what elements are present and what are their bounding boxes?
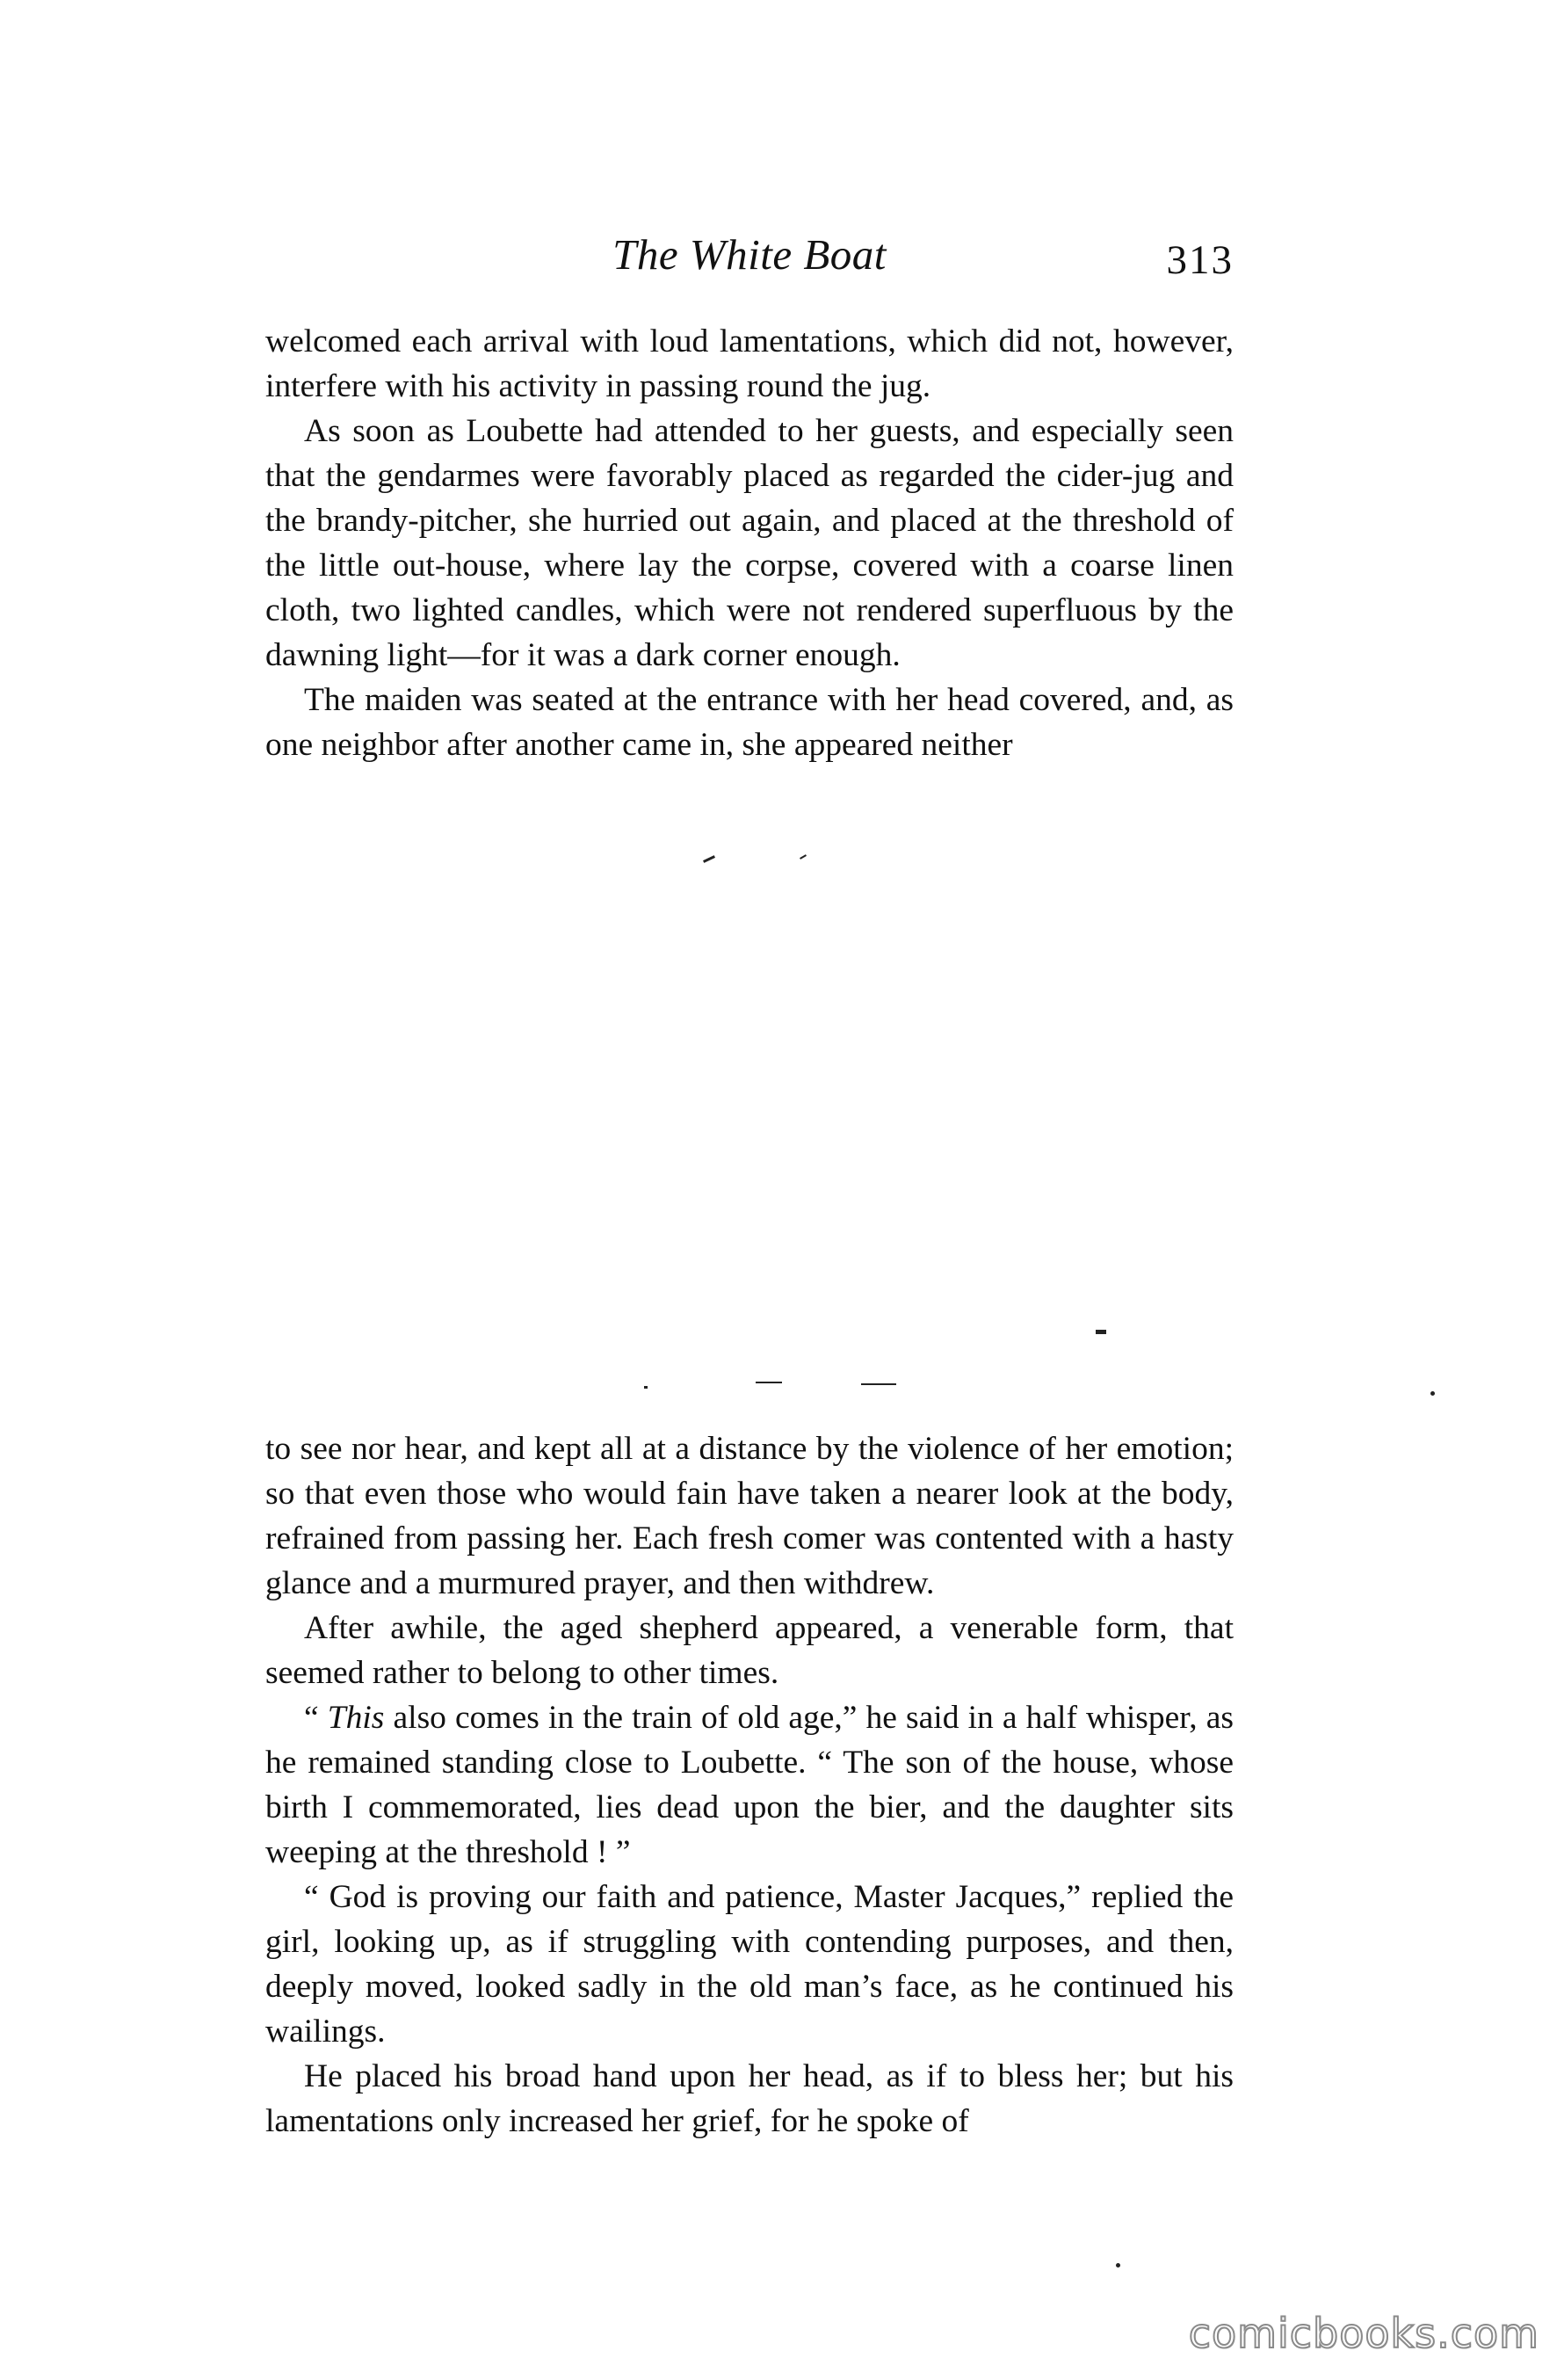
page-number: 313 (1166, 237, 1234, 283)
body-text-top (265, 319, 1234, 767)
paragraph: “ God is proving our faith and patience, Master Jacques,” replied the girl, looking up, as if struggling with contending purposes, and then, deeply moved, looked sadly in the old man’s face, as he continued his wailings. (265, 1879, 1234, 2050)
quote-text: also comes in the train of old age,” he said in a half whisper, as he remained standing close to Loubette. “ The son of the house, whose birth I commemorated, lies dead upon the bier, and the daughter sits weeping at the threshold ! ” (265, 1700, 1234, 1870)
scan-mark (1116, 2263, 1120, 2268)
emphasis: This (327, 1700, 385, 1736)
paragraph-quote (265, 1695, 1234, 1875)
paragraph: The maiden was seated at the entrance with her head covered, and, as one neighbor after another came in, she appeared neither (265, 682, 1234, 763)
paragraph: As soon as Loubette had attended to her guests, and especially seen that the gendarmes were favorably placed as regarded the cider-jug and the brandy-pitcher, she hurried out again, and placed at the threshold of the little out-house, where lay the corpse, covered with a coarse linen cloth, two lighted candles, which were not rendered superfluous by the dawning light—for it was a dark corner enough. (265, 413, 1234, 673)
page-header (265, 224, 1234, 286)
running-title: The White Boat (612, 230, 887, 279)
open-quote: “ (304, 1700, 328, 1736)
scan-mark (703, 855, 715, 863)
scan-mark (861, 1383, 896, 1385)
paragraph: After awhile, the aged shepherd appeared, a venerable form, that seemed rather to belong to other times. (265, 1610, 1234, 1691)
scan-mark (1430, 1391, 1435, 1396)
watermark-logo: comicbooks.com (1188, 2310, 1539, 2357)
paragraph-continued: to see nor hear, and kept all at a distance by the violence of her emotion; so that even those who would fain have taken a nearer look at the body, refrained from passing her. Each fresh comer was contented with a hasty glance and a murmured prayer, and then withdrew. (265, 1431, 1234, 1601)
scan-mark (644, 1386, 648, 1389)
scan-mark (800, 854, 807, 860)
body-text-bottom (265, 1426, 1234, 2144)
scan-mark (1096, 1330, 1106, 1334)
paragraph-continued: welcomed each arrival with loud lamentations, which did not, however, interfere with his activity in passing round the jug. (265, 323, 1234, 404)
paragraph: He placed his broad hand upon her head, as if to bless her; but his lamentations only increased her grief, for he spoke of (265, 2058, 1234, 2139)
scan-mark (756, 1382, 782, 1383)
